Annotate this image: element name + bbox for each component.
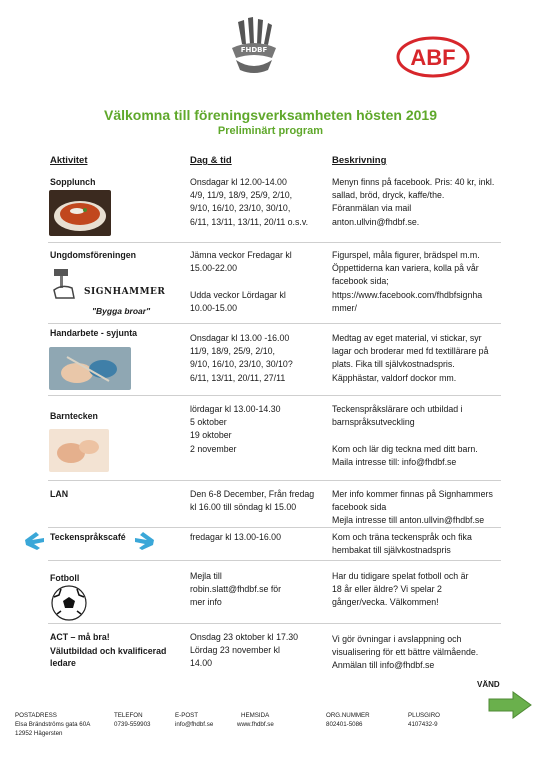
time-sopplunch: Onsdagar kl 12.00-14.00 4/9, 11/9, 18/9, 25/9, 2/10, 9/10, 16/10, 23/10, 30/10, 6/11, 13/11, 13/11, 20/11 o.s.v. [190,177,309,227]
activity-fotboll: Fotboll [50,573,80,583]
time-barntecken: lördagar kl 13.00-14.30 5 oktober 19 oktober 2 november [190,404,281,454]
abf-logo [396,36,470,78]
column-header-description: Beskrivning [332,155,387,166]
description-ungdomsforeningen: Figurspel, måla figurer, brädspel m.m. Öppettiderna kan variera, kolla på vår facebook sida; https://www.facebook.com/fhdbfsignha mmer/ [332,250,483,313]
time-fotboll: Mejla till robin.slatt@fhdbf.se för mer info [190,571,282,608]
footer-orgnr-label: ORG.NUMMER [326,712,370,719]
footer-plusgiro-label: PLUSGIRO [408,712,440,719]
child-hands-image [49,429,109,472]
description-act: Vi gör övningar i avslappning och visualisering för ett bättre välmående. Anmälan till info@fhdbf.se [332,634,479,671]
footer-address-label: POSTADRESS [15,712,57,719]
description-teckensprakscafe: Kom och träna teckenspråk och fika hembakat till självkostnadspris [332,532,472,556]
footer-phone: 0739-559903 [114,721,151,728]
turn-over-arrow-icon[interactable] [487,690,533,720]
row-divider [48,623,501,624]
activity-lan: LAN [50,489,69,499]
time-teckensprakscafe: fredagar kl 13.00-16.00 [190,532,281,542]
footer-website-label: HEMSIDA [241,712,270,719]
time-act: Onsdag 23 oktober kl 17.30 Lördag 23 november kl 14.00 [190,632,299,669]
footer-phone-label: TELEFON [114,712,143,719]
footer-orgnr: 802401-5086 [326,721,363,728]
description-barntecken: Teckenspråkslärare och utbildad i barnspråksutveckling Kom och lär dig teckna med ditt barn. Maila intresse till: info@fhdbf.se [332,404,478,467]
column-header-activity: Aktivitet [50,155,88,166]
row-divider [48,323,501,324]
footer-email[interactable]: info@fhdbf.se [175,721,214,728]
activity-sopplunch: Sopplunch [50,177,96,187]
sign-hand-right-icon [129,528,157,552]
activity-barntecken: Barntecken [50,411,98,421]
hammer-hand-icon [50,266,80,302]
knitting-image [49,347,131,390]
column-header-time: Dag & tid [190,155,232,166]
activity-act-subtitle: Välutbildad och kvalificerad ledare [50,646,167,668]
page-title: Välkomna till föreningsverksamheten hösten 2019 [103,107,437,123]
description-lan: Mer info kommer finnas på Signhammers facebook sida Mejla intresse till anton.ullvin@fhdbf.se [332,489,493,526]
soup-image [49,190,111,236]
sign-hand-left-icon [22,528,50,552]
activity-handarbete: Handarbete - syjunta [50,328,138,338]
signhammer-logo-slogan: "Bygga broar" [92,306,151,316]
row-divider [48,242,501,243]
activity-ungdomsforeningen: Ungdomsföreningen [50,250,137,260]
footer-email-label: E-POST [175,712,199,719]
signhammer-logo-title: SIGNHAMMER [84,287,166,297]
turn-over-label: VÄND [477,680,500,689]
football-icon [49,585,89,622]
fhdbf-logo-text: FHDBF [240,46,268,54]
abf-logo-text: ABF [410,45,456,70]
footer-address: Elsa Brändströms gata 60A 12952 Hägersten [15,721,91,737]
description-fotboll: Har du tidigare spelat fotboll och är 18 år eller äldre? Vi spelar 2 gånger/vecka. Välkommen! [332,571,469,608]
row-divider [48,560,501,561]
time-lan: Den 6-8 December, Från fredag kl 16.00 till söndag kl 15.00 [190,489,315,513]
activity-teckensprakscafe: Teckenspråkscafé [50,532,126,542]
activity-act: ACT – må bra! [50,632,110,642]
fhdbf-logo [224,14,284,76]
footer-website[interactable]: www.fhdbf.se [237,721,274,728]
description-handarbete: Medtag av eget material, vi stickar, syr lagar och broderar med fd textillärare på plats. Fika till självkostnadspris. Käpphästar, valdorf dockor mm. [332,333,489,383]
page-subtitle: Preliminärt program [217,125,324,137]
time-ungdomsforeningen: Jämna veckor Fredagar kl 15.00-22.00 Udda veckor Lördagar kl 10.00-15.00 [190,250,292,313]
footer-plusgiro: 4107432-9 [408,721,438,728]
row-divider [48,480,501,481]
description-sopplunch: Menyn finns på facebook. Pris: 40 kr, inkl. sallad, bröd, dryck, kaffe/the. Föranmälan via mail anton.ullvin@fhdbf.se. [332,177,495,227]
time-handarbete: Onsdagar kl 13.00 -16.00 11/9, 18/9, 25/9, 2/10, 9/10, 16/10, 23/10, 30/10? 6/11, 13/11, 20/11, 27/11 [190,333,293,383]
row-divider [48,395,501,396]
